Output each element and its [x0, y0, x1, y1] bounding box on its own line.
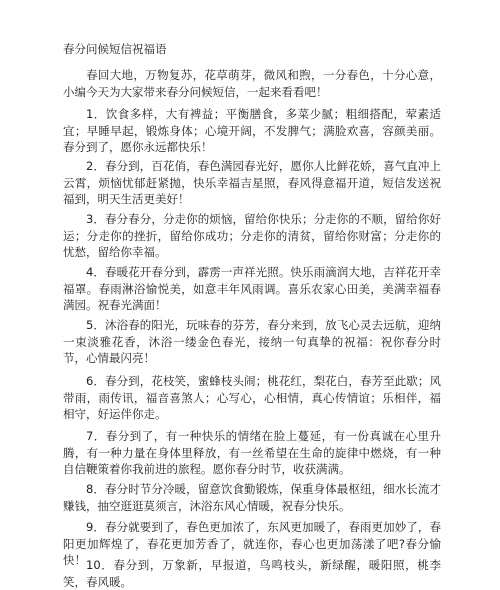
- blessing-paragraph-3: 3．春分春分，分走你的烦恼，留给你快乐；分走你的不顺，留给你好运；分走你的挫折，留给你成功；分走你的清贫，留给你财富；分走你的忧愁，留给你幸福。: [63, 212, 441, 259]
- blessing-paragraph-2: 2．春分到，百花俏，春色满园春光好，愿你人比鲜花娇，喜气直冲上云霄，烦恼忧郁赶紧抛，快乐幸福吉星照，春风得意福开道，短信发送祝福到，明天生活更美好！: [63, 159, 441, 206]
- blessing-paragraph-4: 4．春暖花开春分到，霹雳一声祥光照。快乐雨滴润大地，吉祥花开幸福罩。春雨淋浴愉悦美，如意丰年风雨调。喜乐农家心田美，美满幸福春满园。祝春光满面！: [63, 265, 441, 312]
- blessing-paragraph-9: 9．春分就要到了，春色更加浓了，东风更加暖了，春雨更加妙了，春阳更加辉煌了，春花更加芳香了，就连你，春心也更加荡漾了吧?春分愉快！: [63, 520, 441, 567]
- blessing-paragraph-1: 1．饮食多样，大有裨益；平衡膳食，多菜少腻；粗细搭配，荤素适宜；早睡早起，锻炼身体；心境开阔，不发脾气；满脸欢喜，容颜美丽。春分到了，愿你永远都快乐！: [63, 107, 441, 154]
- blessing-paragraph-10: 10．春分到，万象新，早报道，鸟鸣枝头，新绿醒，暖阳照，桃李笑，春风暖。: [63, 558, 441, 589]
- blessing-paragraph-6: 6．春分到，花枝笑，蜜蜂枝头闹；桃花红，梨花白，春芳至此歇；风带雨，雨传讯，福音喜煞人；心写心，心相情，真心传情谊；乐相伴，福相守，好运伴你走。: [63, 374, 441, 421]
- intro-paragraph: 春回大地，万物复苏，花草萌芽，微风和煦，一分春色，十分心意，小编今天为大家带来春分问候短信，一起来看看吧！: [63, 68, 441, 99]
- document-title: 春分问候短信祝福语: [63, 42, 167, 56]
- blessing-paragraph-5: 5．沐浴春的阳光，玩味春的芬芳，春分来到，放飞心灵去远航，迎纳一束淡雅花香，沐浴一缕金色春光，接纳一句真挚的祝福：祝你春分时节，心情最闪亮！: [63, 318, 441, 365]
- blessing-paragraph-8: 8．春分时节分冷暖，留意饮食勤锻炼，保重身体最枢纽，细水长流才赚钱，抽空逛逛莫须言，沐浴东风心情暖，祝春分快乐。: [63, 482, 441, 513]
- blessing-paragraph-7: 7．春分到了，有一种快乐的情绪在脸上蔓延，有一份真诚在心里升腾，有一种力量在身体里释放，有一丝希望在生命的旋律中燃烧，有一种自信鞭策着你我前进的旅程。愿你春分时节，收获满满。: [63, 429, 441, 476]
